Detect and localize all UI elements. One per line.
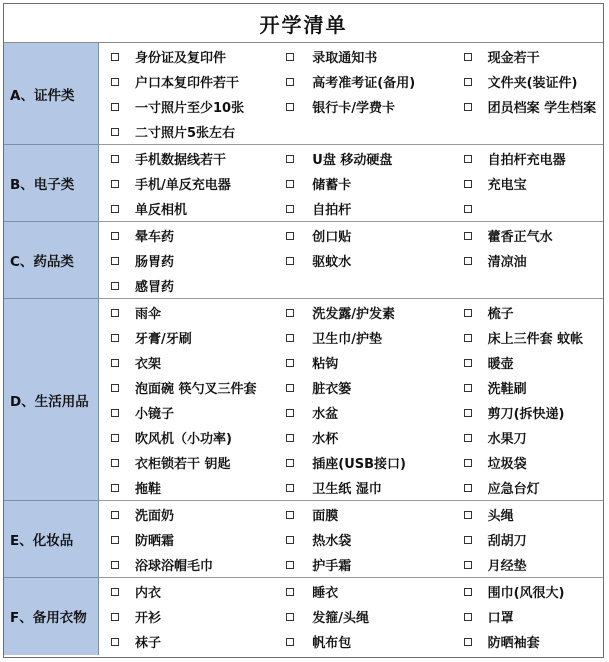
item-label: 洗发露/护发素 bbox=[312, 307, 396, 322]
item-label: 剪刀(拆快递) bbox=[487, 407, 565, 422]
checklist-item[interactable] bbox=[286, 251, 463, 270]
checklist-item[interactable] bbox=[286, 226, 463, 245]
checklist-item[interactable] bbox=[286, 199, 463, 218]
item-label: 户口本复印件若干 bbox=[135, 76, 240, 91]
checkbox-icon[interactable] bbox=[286, 155, 294, 163]
item-label: 二寸照片5张左右 bbox=[135, 126, 236, 141]
item-label: 粘钩 bbox=[312, 357, 339, 372]
checklist-item[interactable] bbox=[286, 632, 463, 651]
checklist-item[interactable] bbox=[464, 555, 603, 574]
checkbox-icon[interactable] bbox=[111, 53, 119, 61]
item-label: 洗面奶 bbox=[135, 509, 175, 524]
checkbox-icon[interactable] bbox=[111, 638, 119, 646]
checkbox-icon[interactable] bbox=[464, 309, 472, 317]
checklist-item[interactable] bbox=[99, 328, 286, 347]
checkbox-icon[interactable] bbox=[464, 511, 472, 519]
category-items bbox=[99, 299, 604, 501]
item-row bbox=[99, 350, 603, 375]
checkbox-icon[interactable] bbox=[111, 561, 119, 569]
item-label: 雨伞 bbox=[135, 307, 162, 322]
checkbox-icon[interactable] bbox=[464, 232, 472, 240]
checklist-item[interactable] bbox=[464, 149, 603, 168]
category-items bbox=[99, 578, 604, 655]
category-items bbox=[99, 43, 604, 145]
item-row bbox=[99, 400, 603, 425]
item-label: 睡衣 bbox=[312, 586, 339, 602]
checklist-item[interactable] bbox=[99, 453, 286, 472]
checklist-item[interactable] bbox=[99, 555, 286, 574]
checkbox-icon[interactable] bbox=[286, 205, 294, 213]
checkbox-icon[interactable] bbox=[111, 128, 119, 136]
checkbox-icon[interactable] bbox=[286, 103, 294, 111]
checkbox-icon[interactable] bbox=[111, 309, 119, 317]
checkbox-icon[interactable] bbox=[286, 180, 294, 188]
checkbox-icon[interactable] bbox=[286, 334, 294, 342]
checkbox-icon[interactable] bbox=[286, 536, 294, 544]
item-row bbox=[99, 425, 603, 450]
checkbox-icon[interactable] bbox=[286, 309, 294, 317]
item-label: U盘 移动硬盘 bbox=[312, 153, 393, 168]
checkbox-icon[interactable] bbox=[286, 359, 294, 367]
checkbox-icon[interactable] bbox=[286, 613, 294, 621]
item-row bbox=[99, 300, 603, 325]
checklist-item[interactable] bbox=[286, 505, 463, 524]
checklist-item[interactable] bbox=[286, 378, 463, 397]
category-label: E、化妆品 bbox=[4, 501, 99, 578]
checklist-item[interactable] bbox=[286, 47, 463, 66]
item-label: 吹风机（小功率) bbox=[135, 432, 232, 447]
item-label: 应急台灯 bbox=[487, 482, 540, 497]
item-row bbox=[99, 196, 603, 221]
item-label: 高考准考证(备用) bbox=[312, 76, 416, 91]
checklist-item[interactable] bbox=[99, 353, 286, 372]
checkbox-icon[interactable] bbox=[111, 78, 119, 86]
item-label: 卫生纸 湿巾 bbox=[312, 482, 382, 497]
item-label: 卫生巾/护垫 bbox=[312, 332, 383, 347]
category-label: F、备用衣物 bbox=[4, 578, 99, 655]
category-row bbox=[4, 222, 603, 299]
checklist-table bbox=[4, 43, 603, 655]
checklist-item[interactable] bbox=[286, 72, 463, 91]
item-label: 防晒袖套 bbox=[487, 636, 540, 652]
checklist-item[interactable] bbox=[286, 97, 463, 116]
checkbox-icon[interactable] bbox=[464, 484, 472, 492]
checklist-item[interactable] bbox=[464, 47, 603, 66]
item-row bbox=[99, 325, 603, 350]
checkbox-icon[interactable] bbox=[111, 409, 119, 417]
item-row bbox=[99, 579, 603, 604]
item-label: 团员档案 学生档案 bbox=[487, 101, 597, 116]
checklist-item[interactable] bbox=[464, 378, 603, 397]
item-label: 小镜子 bbox=[135, 407, 175, 422]
page-title: 开学清单 bbox=[4, 4, 603, 43]
checkbox-icon[interactable] bbox=[111, 334, 119, 342]
checkbox-icon[interactable] bbox=[111, 588, 119, 596]
checkbox-icon[interactable] bbox=[464, 588, 472, 596]
checkbox-icon[interactable] bbox=[111, 384, 119, 392]
item-label: 牙膏/牙刷 bbox=[135, 332, 192, 347]
checklist-item[interactable] bbox=[286, 530, 463, 549]
checklist-item[interactable] bbox=[99, 149, 286, 168]
checkbox-icon[interactable] bbox=[464, 103, 472, 111]
checklist-item[interactable] bbox=[464, 632, 603, 651]
item-label: 帆布包 bbox=[312, 636, 352, 652]
item-label: 创口贴 bbox=[312, 230, 352, 245]
checkbox-icon[interactable] bbox=[111, 205, 119, 213]
category-row bbox=[4, 43, 603, 145]
checklist-item[interactable] bbox=[286, 582, 463, 601]
checkbox-icon[interactable] bbox=[464, 409, 472, 417]
item-row bbox=[99, 146, 603, 171]
category-items bbox=[99, 145, 604, 222]
category-row bbox=[4, 578, 603, 655]
item-label: 泡面碗 筷勺叉三件套 bbox=[135, 382, 257, 397]
checklist-item[interactable] bbox=[286, 453, 463, 472]
item-label: 插座(USB接口) bbox=[312, 457, 406, 472]
item-label: 头绳 bbox=[487, 509, 514, 524]
item-label: 洗鞋刷 bbox=[487, 382, 527, 397]
checkbox-icon[interactable] bbox=[286, 53, 294, 61]
item-label: 自拍杆充电器 bbox=[487, 153, 566, 168]
checkbox-icon[interactable] bbox=[111, 257, 119, 265]
checkbox-icon[interactable] bbox=[111, 359, 119, 367]
item-label: 衣架 bbox=[135, 357, 162, 372]
checkbox-icon[interactable] bbox=[286, 561, 294, 569]
checkbox-icon[interactable] bbox=[464, 459, 472, 467]
item-label: 衣柜锁若干 钥匙 bbox=[135, 457, 231, 472]
checklist-sheet bbox=[3, 3, 604, 658]
item-label: 月经垫 bbox=[487, 559, 527, 574]
item-label: 水盆 bbox=[312, 407, 339, 422]
checklist-item[interactable] bbox=[99, 276, 287, 295]
category-row bbox=[4, 145, 603, 222]
checkbox-icon[interactable] bbox=[464, 613, 472, 621]
category-label: B、电子类 bbox=[4, 145, 99, 222]
item-label: 感冒药 bbox=[135, 280, 175, 295]
category-items bbox=[99, 501, 604, 578]
checkbox-icon[interactable] bbox=[286, 409, 294, 417]
item-label: 拖鞋 bbox=[135, 482, 162, 497]
checklist-item[interactable] bbox=[286, 353, 463, 372]
checkbox-icon[interactable] bbox=[111, 180, 119, 188]
item-label: 热水袋 bbox=[312, 534, 352, 549]
checklist-item[interactable] bbox=[99, 251, 286, 270]
item-label: 梳子 bbox=[487, 307, 514, 322]
item-row bbox=[99, 552, 603, 577]
checklist-item[interactable] bbox=[286, 403, 463, 422]
checkbox-icon[interactable] bbox=[464, 359, 472, 367]
checklist-item[interactable] bbox=[464, 251, 603, 270]
item-label: 驱蚊水 bbox=[312, 255, 352, 270]
checklist-item[interactable] bbox=[286, 478, 463, 497]
item-label: 录取通知书 bbox=[312, 51, 378, 66]
item-label: 口罩 bbox=[487, 611, 514, 627]
category-items bbox=[99, 222, 604, 299]
item-label: 水果刀 bbox=[487, 432, 527, 447]
item-label: 银行卡/学费卡 bbox=[312, 101, 396, 116]
checklist-item[interactable] bbox=[99, 403, 286, 422]
checkbox-icon[interactable] bbox=[286, 638, 294, 646]
checkbox-icon[interactable] bbox=[111, 459, 119, 467]
item-row bbox=[99, 248, 603, 273]
checklist-item[interactable] bbox=[99, 478, 286, 497]
checklist-item[interactable] bbox=[464, 505, 603, 524]
item-row bbox=[99, 69, 603, 94]
checkbox-icon[interactable] bbox=[286, 384, 294, 392]
checklist-item[interactable] bbox=[464, 478, 603, 497]
checklist-item[interactable] bbox=[464, 607, 603, 626]
item-label: 水杯 bbox=[312, 432, 339, 447]
item-row bbox=[99, 450, 603, 475]
checklist-item[interactable] bbox=[464, 72, 603, 91]
item-row bbox=[99, 94, 603, 119]
checklist-item[interactable] bbox=[99, 582, 286, 601]
item-row bbox=[99, 119, 603, 144]
item-label: 刮胡刀 bbox=[487, 534, 527, 549]
checklist-item[interactable] bbox=[286, 555, 463, 574]
item-label: 面膜 bbox=[312, 509, 339, 524]
item-label: 现金若干 bbox=[487, 51, 540, 66]
checkbox-icon[interactable] bbox=[286, 434, 294, 442]
category-label: C、药品类 bbox=[4, 222, 99, 299]
item-label: 袜子 bbox=[135, 636, 162, 652]
item-label: 脏衣篓 bbox=[312, 382, 352, 397]
checklist-item[interactable] bbox=[99, 607, 286, 626]
checkbox-icon[interactable] bbox=[464, 257, 472, 265]
checkbox-icon[interactable] bbox=[464, 384, 472, 392]
item-row bbox=[99, 629, 603, 654]
item-row bbox=[99, 527, 603, 552]
checklist-item[interactable] bbox=[99, 72, 286, 91]
checkbox-icon[interactable] bbox=[464, 78, 472, 86]
item-label: 清凉油 bbox=[487, 255, 527, 270]
item-label: 发箍/头绳 bbox=[312, 611, 370, 627]
checklist-item[interactable] bbox=[99, 378, 286, 397]
item-label: 防晒霜 bbox=[135, 534, 175, 549]
checklist-item[interactable] bbox=[464, 328, 603, 347]
checklist-item[interactable] bbox=[286, 303, 463, 322]
item-label: 藿香正气水 bbox=[487, 230, 553, 245]
checklist-item[interactable] bbox=[464, 428, 603, 447]
checklist-item[interactable] bbox=[464, 226, 603, 245]
category-row bbox=[4, 501, 603, 578]
item-row bbox=[99, 604, 603, 629]
item-row bbox=[99, 502, 603, 527]
checkbox-icon[interactable] bbox=[111, 103, 119, 111]
checklist-item[interactable] bbox=[464, 97, 603, 116]
checklist-item[interactable] bbox=[464, 353, 603, 372]
item-label: 暖壶 bbox=[487, 357, 514, 372]
checklist-item[interactable] bbox=[464, 403, 603, 422]
item-label: 储蓄卡 bbox=[312, 178, 352, 193]
checklist-item[interactable] bbox=[464, 174, 603, 193]
checkbox-icon[interactable] bbox=[286, 459, 294, 467]
checklist-item[interactable] bbox=[99, 122, 287, 141]
checkbox-icon[interactable] bbox=[286, 588, 294, 596]
item-label: 单反相机 bbox=[135, 203, 188, 218]
item-label: 围巾(风很大) bbox=[487, 586, 565, 602]
checklist-item[interactable] bbox=[286, 328, 463, 347]
checklist-item[interactable] bbox=[464, 453, 603, 472]
checklist-item[interactable] bbox=[99, 97, 286, 116]
item-label: 开衫 bbox=[135, 611, 162, 627]
checkbox-icon[interactable] bbox=[286, 257, 294, 265]
checkbox-icon[interactable] bbox=[111, 484, 119, 492]
item-label: 文件夹(装证件) bbox=[487, 76, 578, 91]
checklist-item[interactable] bbox=[464, 205, 603, 213]
item-label: 浴球浴帽毛巾 bbox=[135, 559, 214, 574]
checkbox-icon[interactable] bbox=[111, 232, 119, 240]
item-label: 内衣 bbox=[135, 586, 162, 602]
checkbox-icon[interactable] bbox=[111, 511, 119, 519]
checklist-item[interactable] bbox=[99, 428, 286, 447]
checkbox-icon[interactable] bbox=[464, 434, 472, 442]
checklist-item[interactable] bbox=[99, 505, 286, 524]
checkbox-icon[interactable] bbox=[464, 180, 472, 188]
checklist-item[interactable] bbox=[464, 530, 603, 549]
checkbox-icon[interactable] bbox=[111, 613, 119, 621]
checkbox-icon[interactable] bbox=[464, 561, 472, 569]
checklist-item[interactable] bbox=[286, 428, 463, 447]
checklist-item[interactable] bbox=[99, 174, 286, 193]
checkbox-icon[interactable] bbox=[111, 282, 119, 290]
checklist-item[interactable] bbox=[464, 303, 603, 322]
checkbox-icon[interactable] bbox=[464, 53, 472, 61]
checkbox-icon[interactable] bbox=[464, 155, 472, 163]
checklist-item[interactable] bbox=[99, 530, 286, 549]
item-label: 身份证及复印件 bbox=[135, 51, 227, 66]
item-row bbox=[99, 44, 603, 69]
item-row bbox=[99, 223, 603, 248]
item-label: 垃圾袋 bbox=[487, 457, 527, 472]
item-row bbox=[99, 475, 603, 500]
checkbox-icon[interactable] bbox=[286, 232, 294, 240]
checkbox-icon[interactable] bbox=[464, 334, 472, 342]
item-label: 护手霜 bbox=[312, 559, 352, 574]
checkbox-icon[interactable] bbox=[286, 78, 294, 86]
checklist-item[interactable] bbox=[99, 226, 286, 245]
checkbox-icon[interactable] bbox=[464, 536, 472, 544]
checklist-item[interactable] bbox=[464, 582, 603, 601]
checkbox-icon[interactable] bbox=[286, 484, 294, 492]
item-label: 一寸照片至少10张 bbox=[135, 101, 245, 116]
item-label: 晕车药 bbox=[135, 230, 175, 245]
category-label: A、证件类 bbox=[4, 43, 99, 145]
item-label: 充电宝 bbox=[487, 178, 527, 193]
checklist-item[interactable] bbox=[99, 47, 286, 66]
item-label: 床上三件套 蚊帐 bbox=[487, 332, 584, 347]
checkbox-icon[interactable] bbox=[111, 536, 119, 544]
item-label: 自拍杆 bbox=[312, 203, 352, 218]
item-label: 肠胃药 bbox=[135, 255, 175, 270]
item-label: 手机数据线若干 bbox=[135, 153, 227, 168]
checklist-item[interactable] bbox=[286, 607, 463, 626]
category-row bbox=[4, 299, 603, 501]
checklist-item[interactable] bbox=[99, 303, 286, 322]
checklist-item[interactable] bbox=[286, 174, 463, 193]
category-label: D、生活用品 bbox=[4, 299, 99, 501]
checkbox-icon[interactable] bbox=[464, 205, 472, 213]
item-row bbox=[99, 375, 603, 400]
item-row bbox=[99, 171, 603, 196]
checklist-item[interactable] bbox=[99, 632, 286, 651]
checkbox-icon[interactable] bbox=[111, 434, 119, 442]
item-row bbox=[99, 273, 603, 298]
checkbox-icon[interactable] bbox=[111, 155, 119, 163]
checkbox-icon[interactable] bbox=[464, 638, 472, 646]
checkbox-icon[interactable] bbox=[286, 511, 294, 519]
checklist-item[interactable] bbox=[99, 199, 286, 218]
checklist-item[interactable] bbox=[286, 149, 463, 168]
item-label: 手机/单反充电器 bbox=[135, 178, 231, 193]
